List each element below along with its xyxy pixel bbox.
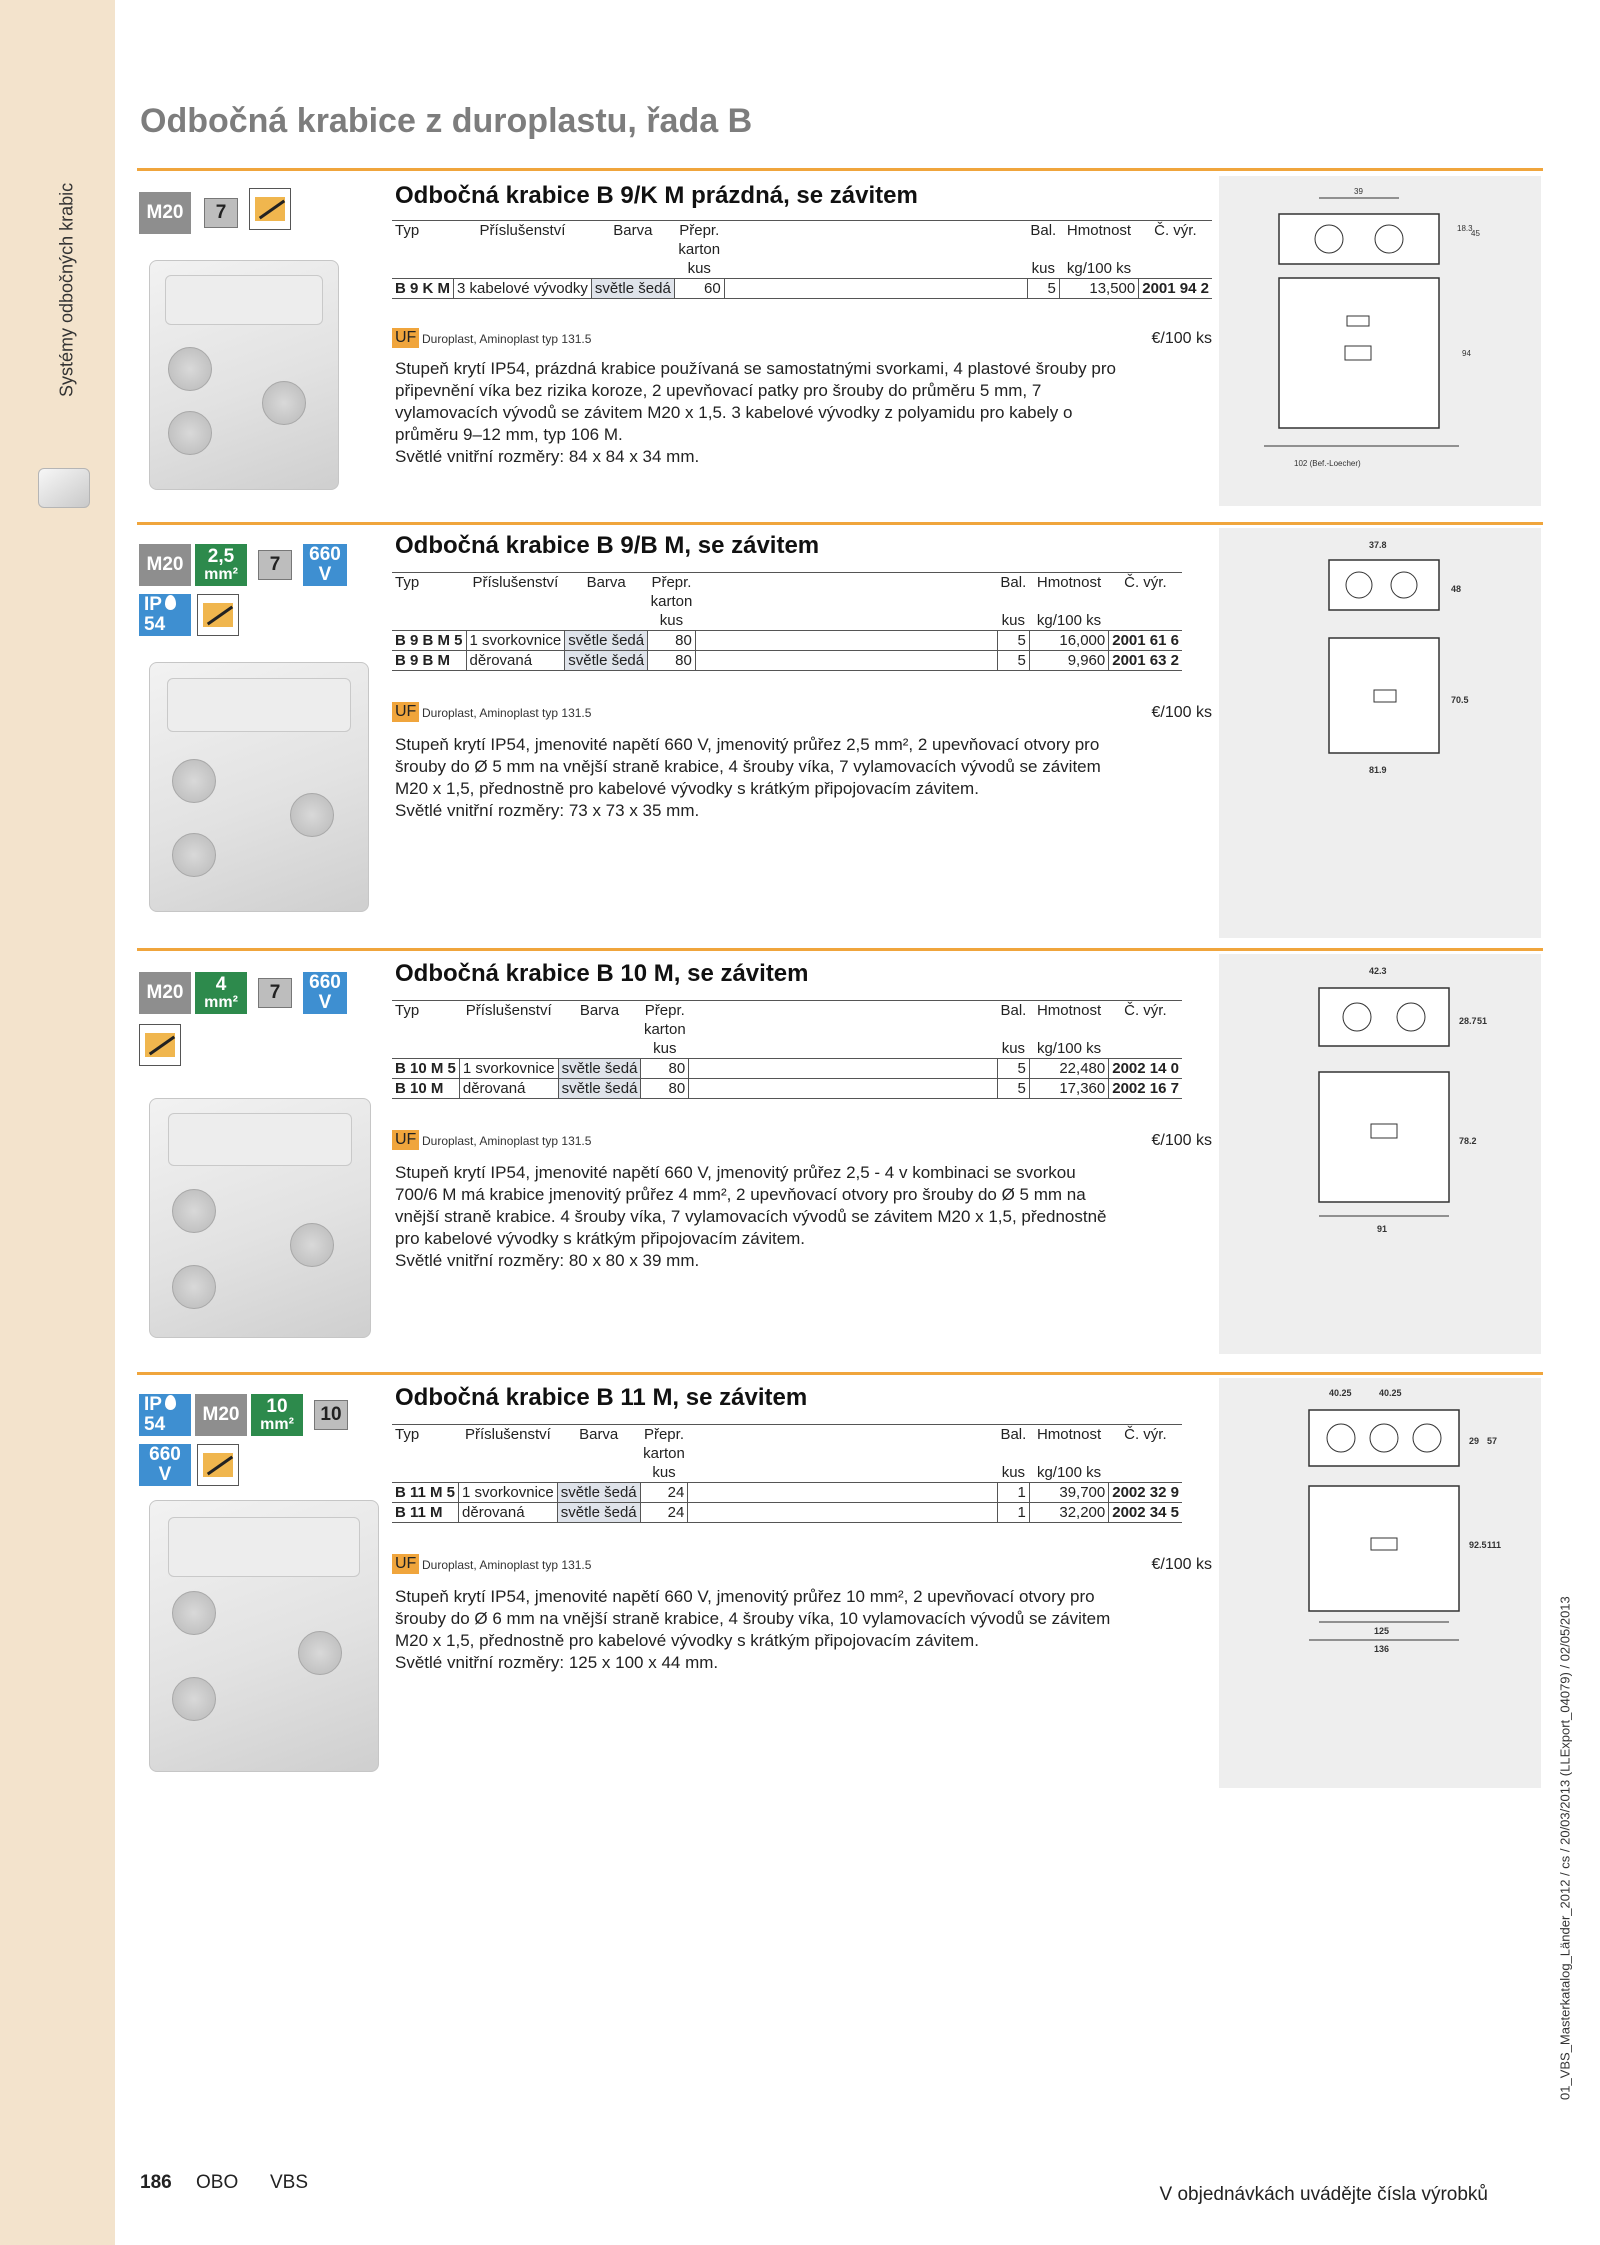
m20-icon: M20	[139, 544, 191, 586]
document-export-code: 01_VBS_Masterkatalog_Länder_2012 / cs / 20/03/2013 (LLExport_04079) / 02/05/2013	[1557, 1596, 1573, 2100]
material-text: Duroplast, Aminoplast typ 131.5	[422, 706, 592, 720]
dimension-drawing-icon	[1219, 176, 1541, 506]
svg-text:125: 125	[1374, 1626, 1390, 1636]
product-image-b9bm	[149, 662, 369, 912]
table-row: B 9 B M 5 1 svorkovnice světle šedá 80 5 16,000 2001 61 6	[392, 631, 1182, 651]
cross-section-icon: 2,5 mm²	[195, 544, 247, 586]
m20-icon: M20	[139, 192, 191, 234]
material-row	[392, 1130, 1212, 1156]
screw-count-icon: 7	[253, 972, 297, 1014]
product-description: Stupeň krytí IP54, prázdná krabice používaná se samostatnými svorkami, 4 plastové šrouby pro připevnění víka bez rizika koroze, 2 upevňovací patky pro šrouby do průměru 5 mm, 7 vylamovacích vývodů se závitem M20 x 1,5. 3 kabelové vývodky z polyamidu pro kabely o průměru 9–12 mm, typ 106 M. Světlé vnitřní rozměry: 84 x 84 x 34 mm.	[395, 359, 1116, 466]
price-unit: €/100 ks	[1151, 330, 1212, 347]
price-unit: €/100 ks	[1151, 1132, 1212, 1149]
svg-text:94: 94	[1462, 349, 1471, 358]
svg-text:111: 111	[1487, 1540, 1502, 1550]
uf-tag: UF	[392, 328, 419, 348]
technical-drawing	[1219, 528, 1541, 938]
product-table: Typ Příslušenství Barva Přepr. Bal. Hmotnost Č. výr. karton kus kus kg/100 ks B 9 B M 5 1 svorkovnice světle šedá 80 5 16,000 2001 61 6 B 9 B M děrovaná světle šedá 80 5 9,960 2001 63 2	[392, 572, 1182, 671]
dimension-drawing-icon	[1219, 528, 1541, 938]
svg-text:51: 51	[1477, 1016, 1488, 1026]
flame-retardant-icon	[197, 594, 239, 636]
section-rule	[137, 168, 1543, 171]
product-table: Typ Příslušenství Barva Přepr. Bal. Hmotnost Č. výr. karton kus kus kg/100 ks B 9 K M 3 kabelové vývodky světle šedá 60 5 13,500 2001 94 2	[392, 220, 1212, 299]
product-description: Stupeň krytí IP54, jmenovité napětí 660 V, jmenovitý průřez 2,5 - 4 v kombinaci se svorkou 700/6 M má krabice jmenovitý průřez 4 mm², 2 upevňovací otvory pro šrouby do Ø 5 mm na vnější straně krabice. 4 šrouby víka, 7 vylamovacích vývodů se závitem M20 x 1,5, přednostně pro kabelové vývodky s krátkým připojovacím závitem. Světlé vnitřní rozměry: 80 x 80 x 39 mm.	[395, 1163, 1107, 1270]
dimension-drawing-icon	[1219, 954, 1541, 1354]
flame-retardant-icon	[197, 1444, 239, 1486]
product-section-b11m	[137, 1372, 1543, 1792]
section-rule	[137, 948, 1543, 951]
svg-text:18.3: 18.3	[1457, 224, 1473, 233]
product-title: Odbočná krabice B 11 M, se závitem	[395, 1384, 808, 1411]
svg-text:57: 57	[1487, 1436, 1498, 1446]
feature-icons	[137, 1384, 387, 1504]
voltage-icon: 660 V	[303, 544, 347, 586]
svg-text:78.2: 78.2	[1459, 1136, 1477, 1146]
svg-text:40.25: 40.25	[1379, 1388, 1402, 1398]
m20-icon: M20	[139, 972, 191, 1014]
product-table: Typ Příslušenství Barva Přepr. Bal. Hmotnost Č. výr. karton kus kus kg/100 ks B 11 M 5 1 svorkovnice světle šedá 24 1 39,700 2002 32 9 B 11 M děrovaná světle šedá 24 1 32,200 2002 34 5	[392, 1424, 1182, 1523]
uf-tag: UF	[392, 1130, 419, 1150]
screw-count-icon: 10	[309, 1394, 353, 1436]
flame-retardant-icon	[139, 1024, 181, 1066]
svg-text:39: 39	[1354, 187, 1363, 196]
price-unit: €/100 ks	[1151, 1556, 1212, 1573]
screw-count-icon: 7	[199, 192, 243, 234]
brand-label: OBO	[196, 2172, 239, 2193]
svg-text:45: 45	[1471, 229, 1480, 238]
svg-text:81.9: 81.9	[1369, 765, 1387, 775]
svg-text:92.5: 92.5	[1469, 1540, 1487, 1550]
chapter-thumbnail-icon	[38, 468, 90, 508]
feature-icons	[137, 534, 387, 654]
ordering-note: V objednávkách uvádějte čísla výrobků	[1159, 2184, 1488, 2205]
dimension-drawing-icon	[1219, 1378, 1541, 1788]
page-title: Odbočná krabice z duroplastu, řada B	[140, 102, 753, 140]
svg-text:29: 29	[1469, 1436, 1480, 1446]
uf-tag: UF	[392, 1554, 419, 1574]
table-row: B 9 B M děrovaná světle šedá 80 5 9,960 2001 63 2	[392, 651, 1182, 671]
feature-icons	[137, 960, 387, 1080]
technical-drawing	[1219, 176, 1541, 506]
table-row: B 11 M děrovaná světle šedá 24 1 32,200 2002 34 5	[392, 1503, 1182, 1523]
svg-text:48: 48	[1451, 584, 1462, 594]
product-title: Odbočná krabice B 9/B M, se závitem	[395, 532, 820, 559]
section-rule	[137, 522, 1543, 525]
product-image-b11m	[149, 1500, 379, 1772]
svg-text:40.25: 40.25	[1329, 1388, 1352, 1398]
uf-tag: UF	[392, 702, 419, 722]
material-text: Duroplast, Aminoplast typ 131.5	[422, 332, 592, 346]
svg-text:37.8: 37.8	[1369, 540, 1387, 550]
product-section-b9bm	[137, 522, 1543, 942]
technical-drawing	[1219, 1378, 1541, 1788]
m20-icon: M20	[195, 1394, 247, 1436]
screw-count-icon: 7	[253, 544, 297, 586]
material-text: Duroplast, Aminoplast typ 131.5	[422, 1558, 592, 1572]
table-row: B 11 M 5 1 svorkovnice světle šedá 24 1 39,700 2002 32 9	[392, 1483, 1182, 1503]
product-line-label: VBS	[270, 2172, 309, 2193]
product-title: Odbočná krabice B 10 M, se závitem	[395, 960, 809, 987]
page-number: 186	[140, 2172, 172, 2193]
product-image-b9km	[149, 260, 339, 490]
svg-text:91: 91	[1377, 1224, 1388, 1234]
svg-text:42.3: 42.3	[1369, 966, 1387, 976]
table-row: B 9 K M 3 kabelové vývodky světle šedá 60 5 13,500 2001 94 2	[392, 279, 1212, 299]
svg-text:70.5: 70.5	[1451, 695, 1469, 705]
product-table: Typ Příslušenství Barva Přepr. Bal. Hmotnost Č. výr. karton kus kus kg/100 ks B 10 M 5 1 svorkovnice světle šedá 80 5 22,480 2002 14 0 B 10 M děrovaná světle šedá 80 5 17,360 2002 16 7	[392, 1000, 1182, 1099]
svg-text:136: 136	[1374, 1644, 1390, 1654]
product-image-b10m	[149, 1098, 371, 1338]
cross-section-icon: 10 mm²	[251, 1394, 303, 1436]
flame-retardant-icon	[249, 188, 291, 230]
material-row	[392, 702, 1212, 728]
side-chapter-label: Systémy odbočných krabic	[56, 182, 77, 398]
price-unit: €/100 ks	[1151, 704, 1212, 721]
product-section-b10m	[137, 948, 1543, 1358]
svg-text:28.7: 28.7	[1459, 1016, 1477, 1026]
table-row: B 10 M děrovaná světle šedá 80 5 17,360 2002 16 7	[392, 1079, 1182, 1099]
material-row	[392, 328, 1212, 354]
product-description: Stupeň krytí IP54, jmenovité napětí 660 V, jmenovitý průřez 2,5 mm², 2 upevňovací otvory pro šrouby do Ø 5 mm na vnější straně krabice, 4 šrouby víka, 7 vylamovacích vývodů se závitem M20 x 1,5, přednostně pro kabelové vývodky s krátkým připojovacím závitem. Světlé vnitřní rozměry: 73 x 73 x 35 mm.	[395, 735, 1101, 820]
product-title: Odbočná krabice B 9/K M prázdná, se závitem	[395, 182, 918, 209]
voltage-icon: 660 V	[303, 972, 347, 1014]
ip-rating-icon: IP 54	[139, 1394, 191, 1436]
product-description: Stupeň krytí IP54, jmenovité napětí 660 V, jmenovitý průřez 10 mm², 2 upevňovací otvory pro šrouby do Ø 6 mm na vnější straně krabice, 4 šrouby víka, 10 vylamovacích vývodů se závitem M20 x 1,5, přednostně pro kabelové vývodky s krátkým připojovacím závitem. Světlé vnitřní rozměry: 125 x 100 x 44 mm.	[395, 1587, 1111, 1672]
material-row	[392, 1554, 1212, 1580]
cross-section-icon: 4 mm²	[195, 972, 247, 1014]
ip-rating-icon: IP 54	[139, 594, 191, 636]
table-row: B 10 M 5 1 svorkovnice světle šedá 80 5 22,480 2002 14 0	[392, 1059, 1182, 1079]
svg-text:102 (Bef.-Loecher): 102 (Bef.-Loecher)	[1294, 459, 1361, 468]
section-rule	[137, 1372, 1543, 1375]
material-text: Duroplast, Aminoplast typ 131.5	[422, 1134, 592, 1148]
voltage-icon: 660 V	[139, 1444, 191, 1486]
product-section-b9km	[137, 168, 1543, 513]
technical-drawing	[1219, 954, 1541, 1354]
